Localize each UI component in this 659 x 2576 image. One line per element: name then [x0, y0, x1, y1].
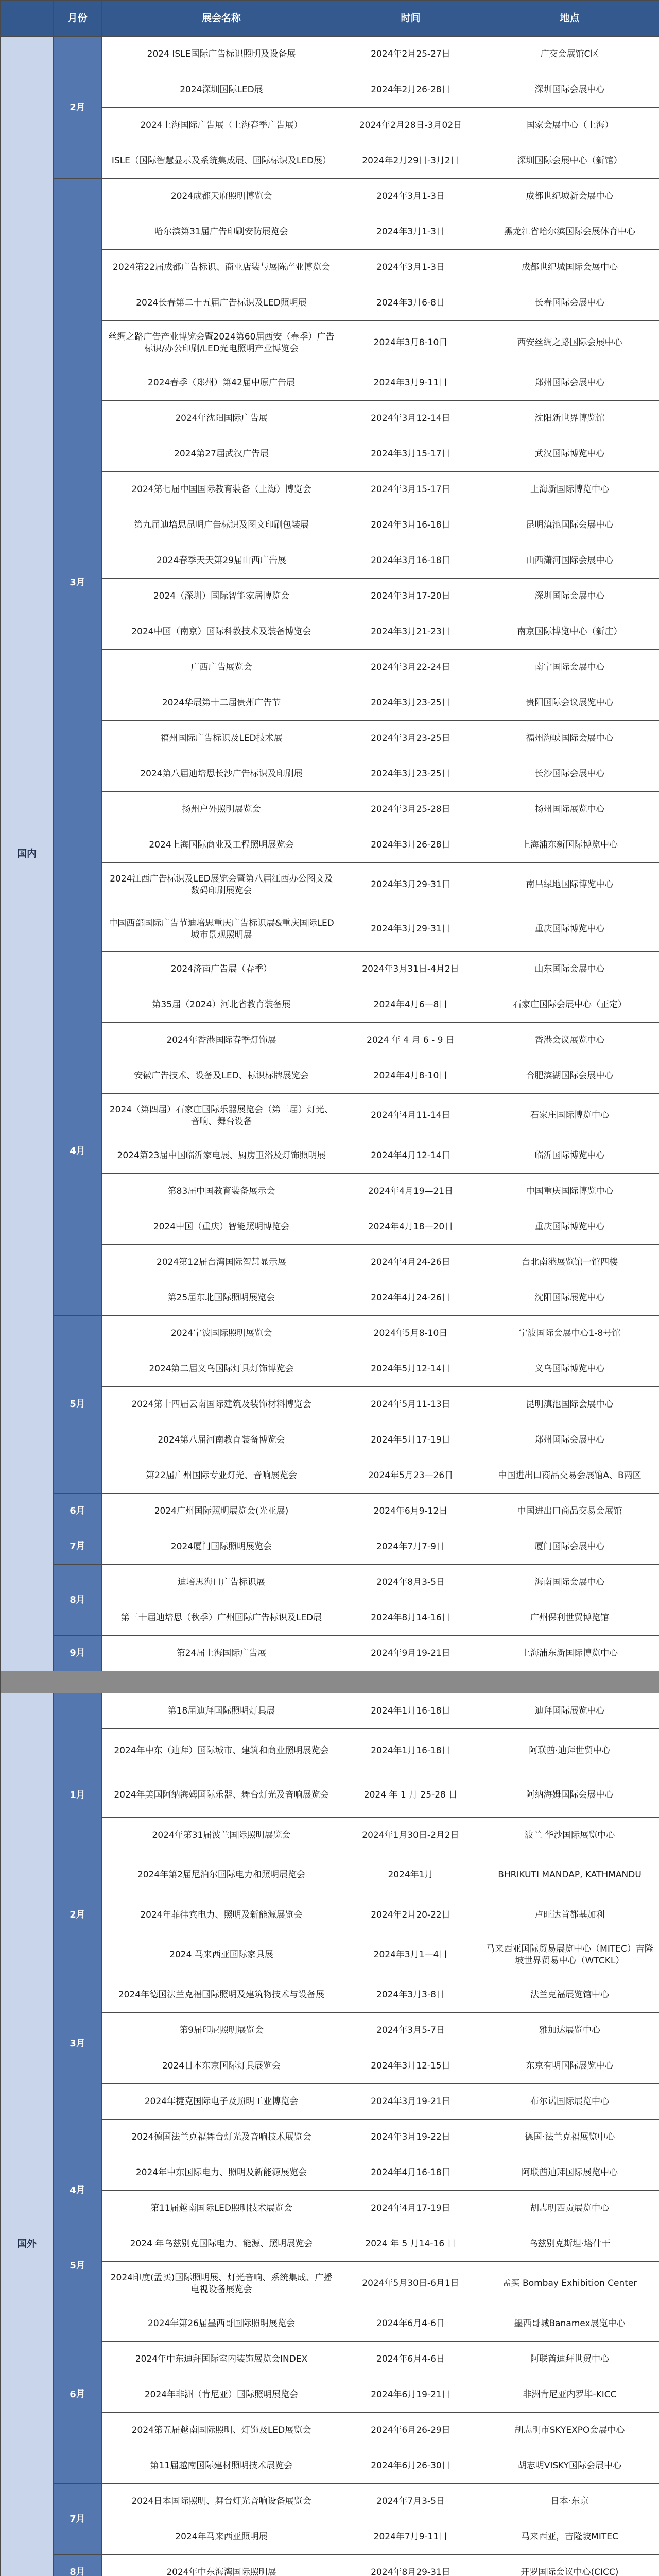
- event-location-cell: 墨西哥城Banamex展览中心: [480, 2306, 659, 2342]
- event-location-cell: 深圳国际会展中心（新馆）: [480, 143, 659, 179]
- event-name-cell: 2024第12届台湾国际智慧显示展: [102, 1245, 341, 1280]
- event-location-cell: 阿联酋迪拜世贸中心: [480, 2342, 659, 2377]
- event-name-cell: 第18届迪拜国际照明灯具展: [102, 1693, 341, 1729]
- event-time-cell: 2024年8月14-16日: [341, 1600, 480, 1636]
- event-location-cell: 上海新国际博览中心: [480, 472, 659, 507]
- event-location-cell: 乌兹别克斯坦·塔什干: [480, 2226, 659, 2262]
- event-location-cell: 胡志明市SKYEXPO会展中心: [480, 2413, 659, 2448]
- event-time-cell: 2024年6月9-12日: [341, 1494, 480, 1529]
- event-name-cell: 哈尔滨第31届广告印刷安防展览会: [102, 214, 341, 250]
- table-row: [1, 1529, 659, 1565]
- event-time-cell: 2024年5月12-14日: [341, 1351, 480, 1387]
- event-time-cell: 2024年1月30日-2月2日: [341, 1818, 480, 1853]
- event-name-cell: 2024年香港国际春季灯饰展: [102, 1023, 341, 1058]
- event-name-cell: 第9届印尼照明展览会: [102, 2013, 341, 2048]
- event-location-cell: 胡志明VISKY国际会展中心: [480, 2448, 659, 2484]
- event-name-cell: 2024德国法兰克福舞台灯光及音响技术展览会: [102, 2120, 341, 2155]
- event-time-cell: 2024年6月26-29日: [341, 2413, 480, 2448]
- event-time-cell: 2024年2月26-28日: [341, 72, 480, 108]
- month-cell: 3月: [54, 179, 102, 987]
- event-name-cell: 2024中国（重庆）智能照明博览会: [102, 1209, 341, 1245]
- month-cell: 3月: [54, 1933, 102, 2155]
- event-location-cell: 波兰 华沙国际展览中心: [480, 1818, 659, 1853]
- event-name-cell: 2024成都天府照明博览会: [102, 179, 341, 214]
- event-name-cell: 2024年沈阳国际广告展: [102, 401, 341, 436]
- header-location: 地点: [480, 1, 659, 37]
- event-name-cell: 2024第23届中国临沂家电展、厨房卫浴及灯饰照明展: [102, 1138, 341, 1174]
- event-time-cell: 2024年3月6-8日: [341, 285, 480, 321]
- table-row: [1, 2155, 659, 2191]
- event-location-cell: 开罗国际会议中心(CICC): [480, 2555, 659, 2576]
- event-location-cell: 西安丝绸之路国际会展中心: [480, 321, 659, 365]
- table-row: [1, 2306, 659, 2342]
- event-name-cell: 2024江西广告标识及LED展览会暨第八届江西办公图文及数码印刷展览会: [102, 863, 341, 907]
- event-time-cell: 2024年3月19-21日: [341, 2084, 480, 2120]
- event-location-cell: 临沂国际博览中心: [480, 1138, 659, 1174]
- event-time-cell: 2024年4月24-26日: [341, 1245, 480, 1280]
- month-cell: 5月: [54, 2226, 102, 2306]
- event-name-cell: 2024印度(孟买)国际照明展、灯光音响、系统集成、广播电视设备展览会: [102, 2262, 341, 2306]
- separator-cell: [1, 1671, 659, 1693]
- table-row: [1, 1316, 659, 1351]
- month-cell: 1月: [54, 1693, 102, 1897]
- event-name-cell: 2024日本国际照明、舞台灯光音响设备展览会: [102, 2484, 341, 2519]
- event-time-cell: 2024年7月9-11日: [341, 2519, 480, 2555]
- event-location-cell: 山西潇河国际会展中心: [480, 543, 659, 579]
- event-location-cell: 昆明滇池国际会展中心: [480, 507, 659, 543]
- event-name-cell: 2024年菲律宾电力、照明及新能源展览会: [102, 1897, 341, 1933]
- event-location-cell: 南宁国际会展中心: [480, 650, 659, 685]
- event-name-cell: 2024年非洲（肯尼亚）国际照明展览会: [102, 2377, 341, 2413]
- event-time-cell: 2024 年 1 月 25-28 日: [341, 1773, 480, 1818]
- event-name-cell: 2024（第四届）石家庄国际乐器展览会（第三届）灯光、音响、舞台设备: [102, 1094, 341, 1138]
- event-time-cell: 2024年8月3-5日: [341, 1565, 480, 1600]
- event-location-cell: 黑龙江省哈尔滨国际会展体育中心: [480, 214, 659, 250]
- event-name-cell: 2024第五届越南国际照明、灯饰及LED展览会: [102, 2413, 341, 2448]
- event-time-cell: 2024年3月1-3日: [341, 250, 480, 285]
- event-name-cell: 2024深圳国际LED展: [102, 72, 341, 108]
- event-time-cell: 2024年4月19—21日: [341, 1174, 480, 1209]
- event-time-cell: 2024年2月25-27日: [341, 37, 480, 72]
- event-name-cell: 2024年第2届尼泊尔国际电力和照明展览会: [102, 1853, 341, 1897]
- event-name-cell: 安徽广告技术、设备及LED、标识标牌展览会: [102, 1058, 341, 1094]
- month-cell: 7月: [54, 1529, 102, 1565]
- event-time-cell: 2024 年 5 月14-16 日: [341, 2226, 480, 2262]
- event-location-cell: 山东国际会展中心: [480, 952, 659, 987]
- event-name-cell: 2024第27届武汉广告展: [102, 436, 341, 472]
- event-name-cell: 2024年第26届墨西哥国际照明展览会: [102, 2306, 341, 2342]
- event-time-cell: 2024年2月20-22日: [341, 1897, 480, 1933]
- event-name-cell: 2024第二届义乌国际灯具灯饰博览会: [102, 1351, 341, 1387]
- event-time-cell: 2024年3月21-23日: [341, 614, 480, 650]
- event-name-cell: 第24届上海国际广告展: [102, 1636, 341, 1671]
- table-row: [1, 987, 659, 1023]
- event-location-cell: 沈阳国际展览中心: [480, 1280, 659, 1316]
- month-cell: 6月: [54, 1494, 102, 1529]
- event-location-cell: 深圳国际会展中心: [480, 579, 659, 614]
- event-name-cell: 2024宁波国际照明展览会: [102, 1316, 341, 1351]
- header-time: 时间: [341, 1, 480, 37]
- month-cell: 2月: [54, 37, 102, 179]
- event-location-cell: 广交会展馆C区: [480, 37, 659, 72]
- event-location-cell: 宁波国际会展中心1-8号馆: [480, 1316, 659, 1351]
- event-location-cell: 海南国际会展中心: [480, 1565, 659, 1600]
- event-name-cell: 第11届越南国际LED照明技术展览会: [102, 2191, 341, 2226]
- event-location-cell: 阿纳海姆国际会展中心: [480, 1773, 659, 1818]
- event-location-cell: 孟买 Bombay Exhibition Center: [480, 2262, 659, 2306]
- event-time-cell: 2024年3月16-18日: [341, 543, 480, 579]
- event-location-cell: 沈阳新世界博览馆: [480, 401, 659, 436]
- event-location-cell: 东京有明国际展览中心: [480, 2048, 659, 2084]
- event-name-cell: 2024上海国际广告展（上海春季广告展）: [102, 108, 341, 143]
- event-name-cell: 2024上海国际商业及工程照明展览会: [102, 827, 341, 863]
- event-location-cell: 武汉国际博览中心: [480, 436, 659, 472]
- region-cell: 国外: [1, 1693, 54, 2576]
- event-time-cell: 2024年3月1-3日: [341, 179, 480, 214]
- table-row: [1, 1693, 659, 1729]
- event-name-cell: 2024 ISLE国际广告标识照明及设备展: [102, 37, 341, 72]
- event-name-cell: 2024年美国阿纳海姆国际乐器、舞台灯光及音响展览会: [102, 1773, 341, 1818]
- event-name-cell: 迪培思海口广告标识展: [102, 1565, 341, 1600]
- event-name-cell: 2024第八届迪培思长沙广告标识及印刷展: [102, 756, 341, 792]
- event-time-cell: 2024年6月26-30日: [341, 2448, 480, 2484]
- month-cell: 4月: [54, 987, 102, 1316]
- event-time-cell: 2024年5月11-13日: [341, 1387, 480, 1422]
- event-name-cell: 2024春季天天第29届山西广告展: [102, 543, 341, 579]
- event-time-cell: 2024年3月1—4日: [341, 1933, 480, 1977]
- section-separator: [1, 1671, 659, 1693]
- month-cell: 9月: [54, 1636, 102, 1671]
- event-location-cell: 日本·东京: [480, 2484, 659, 2519]
- event-time-cell: 2024年7月3-5日: [341, 2484, 480, 2519]
- event-time-cell: 2024年3月31日-4月2日: [341, 952, 480, 987]
- event-name-cell: 2024年德国法兰克福国际照明及建筑物技术与设备展: [102, 1977, 341, 2013]
- event-name-cell: 2024年捷克国际电子及照明工业博览会: [102, 2084, 341, 2120]
- event-time-cell: 2024年5月8-10日: [341, 1316, 480, 1351]
- event-name-cell: 扬州户外照明展览会: [102, 792, 341, 827]
- month-cell: 8月: [54, 2555, 102, 2576]
- event-time-cell: 2024年3月23-25日: [341, 685, 480, 721]
- event-location-cell: 迪拜国际展览中心: [480, 1693, 659, 1729]
- event-location-cell: 法兰克福展览馆中心: [480, 1977, 659, 2013]
- event-time-cell: 2024年4月24-26日: [341, 1280, 480, 1316]
- event-time-cell: 2024年3月23-25日: [341, 756, 480, 792]
- event-location-cell: 长沙国际会展中心: [480, 756, 659, 792]
- event-name-cell: 第11届越南国际建材照明技术展览会: [102, 2448, 341, 2484]
- event-location-cell: 中国重庆国际博览中心: [480, 1174, 659, 1209]
- event-location-cell: 台北南港展览馆一馆四楼: [480, 1245, 659, 1280]
- event-name-cell: 第22届广州国际专业灯光、音响展览会: [102, 1458, 341, 1494]
- event-name-cell: 2024年第31届波兰国际照明展览会: [102, 1818, 341, 1853]
- header-region: [1, 1, 54, 37]
- event-location-cell: 阿联酋迪拜国际展览中心: [480, 2155, 659, 2191]
- table-row: [1, 2555, 659, 2576]
- event-name-cell: 2024年中东海湾国际照明展: [102, 2555, 341, 2576]
- table-row: [1, 1565, 659, 1600]
- table-row: [1, 37, 659, 72]
- event-name-cell: 福州国际广告标识及LED技术展: [102, 721, 341, 756]
- month-cell: 2月: [54, 1897, 102, 1933]
- event-name-cell: 2024第十四届云南国际建筑及装饰材料博览会: [102, 1387, 341, 1422]
- event-name-cell: 2024华展第十二届贵州广告节: [102, 685, 341, 721]
- event-name-cell: 丝绸之路广告产业博览会暨2024第60届西安（春季）广告标识/办公印刷/LED光电照明产业博览会: [102, 321, 341, 365]
- event-location-cell: 中国进出口商品交易会展馆: [480, 1494, 659, 1529]
- event-time-cell: 2024年3月8-10日: [341, 321, 480, 365]
- header-row: [1, 1, 659, 37]
- event-time-cell: 2024年6月4-6日: [341, 2306, 480, 2342]
- event-name-cell: 第83届中国教育装备展示会: [102, 1174, 341, 1209]
- event-time-cell: 2024年1月: [341, 1853, 480, 1897]
- event-name-cell: 2024春季（郑州）第42届中原广告展: [102, 365, 341, 401]
- event-name-cell: 2024中国（南京）国际科教技术及装备博览会: [102, 614, 341, 650]
- event-name-cell: 第35届（2024）河北省教育装备展: [102, 987, 341, 1023]
- event-location-cell: 上海浦东新国际博览中心: [480, 827, 659, 863]
- event-time-cell: 2024年4月17-19日: [341, 2191, 480, 2226]
- event-name-cell: 中国西部国际广告节迪培思重庆广告标识展&重庆国际LED城市景观照明展: [102, 907, 341, 952]
- event-time-cell: 2024年3月16-18日: [341, 507, 480, 543]
- table-row: [1, 2226, 659, 2262]
- event-time-cell: 2024年3月12-14日: [341, 401, 480, 436]
- event-location-cell: 香港会议展览中心: [480, 1023, 659, 1058]
- event-time-cell: 2024年4月8-10日: [341, 1058, 480, 1094]
- event-location-cell: 阿联酋·迪拜世贸中心: [480, 1729, 659, 1773]
- event-time-cell: 2024年3月1-3日: [341, 214, 480, 250]
- event-location-cell: 福州海峡国际会展中心: [480, 721, 659, 756]
- event-location-cell: 长春国际会展中心: [480, 285, 659, 321]
- event-time-cell: 2024年3月19-22日: [341, 2120, 480, 2155]
- event-time-cell: 2024年9月19-21日: [341, 1636, 480, 1671]
- event-location-cell: 贵阳国际会议展览中心: [480, 685, 659, 721]
- event-location-cell: 卢旺达首都基加利: [480, 1897, 659, 1933]
- table-row: [1, 1636, 659, 1671]
- event-time-cell: 2024年2月29日-3月2日: [341, 143, 480, 179]
- event-location-cell: 郑州国际会展中心: [480, 1422, 659, 1458]
- event-time-cell: 2024年3月23-25日: [341, 721, 480, 756]
- event-location-cell: 义乌国际博览中心: [480, 1351, 659, 1387]
- event-location-cell: 成都世纪城新会展中心: [480, 179, 659, 214]
- month-cell: 8月: [54, 1565, 102, 1636]
- event-location-cell: 昆明滇池国际会展中心: [480, 1387, 659, 1422]
- event-location-cell: 胡志明西贡展览中心: [480, 2191, 659, 2226]
- event-location-cell: 重庆国际博览中心: [480, 907, 659, 952]
- event-time-cell: 2024年4月18—20日: [341, 1209, 480, 1245]
- event-time-cell: 2024年3月29-31日: [341, 907, 480, 952]
- event-location-cell: 石家庄国际博览中心: [480, 1094, 659, 1138]
- table-row: [1, 2484, 659, 2519]
- event-time-cell: 2024年3月29-31日: [341, 863, 480, 907]
- event-location-cell: 广州保利世贸博览馆: [480, 1600, 659, 1636]
- event-name-cell: 2024广州国际照明展览会(光亚展): [102, 1494, 341, 1529]
- event-time-cell: 2024年4月6—8日: [341, 987, 480, 1023]
- event-name-cell: 第25届东北国际照明展览会: [102, 1280, 341, 1316]
- table-row: [1, 1494, 659, 1529]
- table-body: [1, 37, 659, 2576]
- event-name-cell: 2024（深圳）国际智能家居博览会: [102, 579, 341, 614]
- event-time-cell: 2024年2月28日-3月02日: [341, 108, 480, 143]
- table-row: [1, 1897, 659, 1933]
- event-time-cell: 2024年5月23—26日: [341, 1458, 480, 1494]
- month-cell: 6月: [54, 2306, 102, 2484]
- event-time-cell: 2024年6月19-21日: [341, 2377, 480, 2413]
- event-time-cell: 2024年4月12-14日: [341, 1138, 480, 1174]
- event-location-cell: 石家庄国际会展中心（正定）: [480, 987, 659, 1023]
- event-name-cell: 2024第22届成都广告标识、商业店装与展陈产业博览会: [102, 250, 341, 285]
- table-row: [1, 179, 659, 214]
- event-location-cell: 雅加达展览中心: [480, 2013, 659, 2048]
- event-time-cell: 2024年3月5-7日: [341, 2013, 480, 2048]
- event-name-cell: 2024长春第二十五届广告标识及LED照明展: [102, 285, 341, 321]
- event-location-cell: 厦门国际会展中心: [480, 1529, 659, 1565]
- event-location-cell: 成都世纪城国际会展中心: [480, 250, 659, 285]
- event-name-cell: 2024第八届河南教育装备博览会: [102, 1422, 341, 1458]
- event-time-cell: 2024年3月26-28日: [341, 827, 480, 863]
- event-time-cell: 2024年7月7-9日: [341, 1529, 480, 1565]
- event-location-cell: 非洲肯尼亚内罗毕-KICC: [480, 2377, 659, 2413]
- event-name-cell: 2024日本东京国际灯具展览会: [102, 2048, 341, 2084]
- event-name-cell: 第九届迪培思昆明广告标识及图文印刷包装展: [102, 507, 341, 543]
- header-name: 展会名称: [102, 1, 341, 37]
- event-time-cell: 2024年6月4-6日: [341, 2342, 480, 2377]
- event-time-cell: 2024年3月15-17日: [341, 436, 480, 472]
- event-name-cell: 2024 年乌兹别克国际电力、能源、照明展览会: [102, 2226, 341, 2262]
- event-time-cell: 2024年1月16-18日: [341, 1729, 480, 1773]
- region-cell: 国内: [1, 37, 54, 1671]
- event-time-cell: 2024 年 4 月 6 - 9 日: [341, 1023, 480, 1058]
- event-name-cell: 2024年马来西亚照明展: [102, 2519, 341, 2555]
- event-location-cell: 郑州国际会展中心: [480, 365, 659, 401]
- event-time-cell: 2024年3月9-11日: [341, 365, 480, 401]
- event-location-cell: 马来西亚，吉隆坡MITEC: [480, 2519, 659, 2555]
- event-location-cell: 国家会展中心（上海）: [480, 108, 659, 143]
- header-month: 月份: [54, 1, 102, 37]
- event-location-cell: 中国进出口商品交易会展馆A、B两区: [480, 1458, 659, 1494]
- event-time-cell: 2024年1月16-18日: [341, 1693, 480, 1729]
- event-location-cell: 合肥滨湖国际会展中心: [480, 1058, 659, 1094]
- table-row: [1, 1933, 659, 1977]
- event-location-cell: BHRIKUTI MANDAP, KATHMANDU: [480, 1853, 659, 1897]
- event-name-cell: 2024年中东国际电力、照明及新能源展览会: [102, 2155, 341, 2191]
- month-cell: 5月: [54, 1316, 102, 1494]
- month-cell: 4月: [54, 2155, 102, 2226]
- event-name-cell: 2024 马来西亚国际家具展: [102, 1933, 341, 1977]
- event-location-cell: 布尔诺国际展览中心: [480, 2084, 659, 2120]
- event-name-cell: 2024厦门国际照明展览会: [102, 1529, 341, 1565]
- event-time-cell: 2024年3月15-17日: [341, 472, 480, 507]
- event-name-cell: 第三十届迪培思（秋季）广州国际广告标识及LED展: [102, 1600, 341, 1636]
- event-name-cell: 2024第七届中国国际教育装备（上海）博览会: [102, 472, 341, 507]
- event-time-cell: 2024年4月16-18日: [341, 2155, 480, 2191]
- event-time-cell: 2024年3月3-8日: [341, 1977, 480, 2013]
- event-location-cell: 南京国际博览中心（新庄）: [480, 614, 659, 650]
- event-time-cell: 2024年5月30日-6月1日: [341, 2262, 480, 2306]
- event-time-cell: 2024年3月12-15日: [341, 2048, 480, 2084]
- event-name-cell: 2024年中东（迪拜）国际城市、建筑和商业照明展览会: [102, 1729, 341, 1773]
- event-time-cell: 2024年3月22-24日: [341, 650, 480, 685]
- event-name-cell: ISLE（国际智慧显示及系统集成展、国际标识及LED展）: [102, 143, 341, 179]
- event-location-cell: 上海浦东新国际博览中心: [480, 1636, 659, 1671]
- event-time-cell: 2024年8月29-31日: [341, 2555, 480, 2576]
- event-name-cell: 2024年中东迪拜国际室内装饰展览会INDEX: [102, 2342, 341, 2377]
- event-time-cell: 2024年4月11-14日: [341, 1094, 480, 1138]
- event-name-cell: 2024济南广告展（春季）: [102, 952, 341, 987]
- event-location-cell: 扬州国际展览中心: [480, 792, 659, 827]
- event-location-cell: 重庆国际博览中心: [480, 1209, 659, 1245]
- event-time-cell: 2024年5月17-19日: [341, 1422, 480, 1458]
- event-location-cell: 南昌绿地国际博览中心: [480, 863, 659, 907]
- event-time-cell: 2024年3月17-20日: [341, 579, 480, 614]
- event-time-cell: 2024年3月25-28日: [341, 792, 480, 827]
- month-cell: 7月: [54, 2484, 102, 2555]
- event-name-cell: 广西广告展览会: [102, 650, 341, 685]
- event-location-cell: 马来西亚国际贸易展览中心（MITEC）吉隆坡世界贸易中心（WTCKL）: [480, 1933, 659, 1977]
- event-location-cell: 深圳国际会展中心: [480, 72, 659, 108]
- event-location-cell: 德国·法兰克福展览中心: [480, 2120, 659, 2155]
